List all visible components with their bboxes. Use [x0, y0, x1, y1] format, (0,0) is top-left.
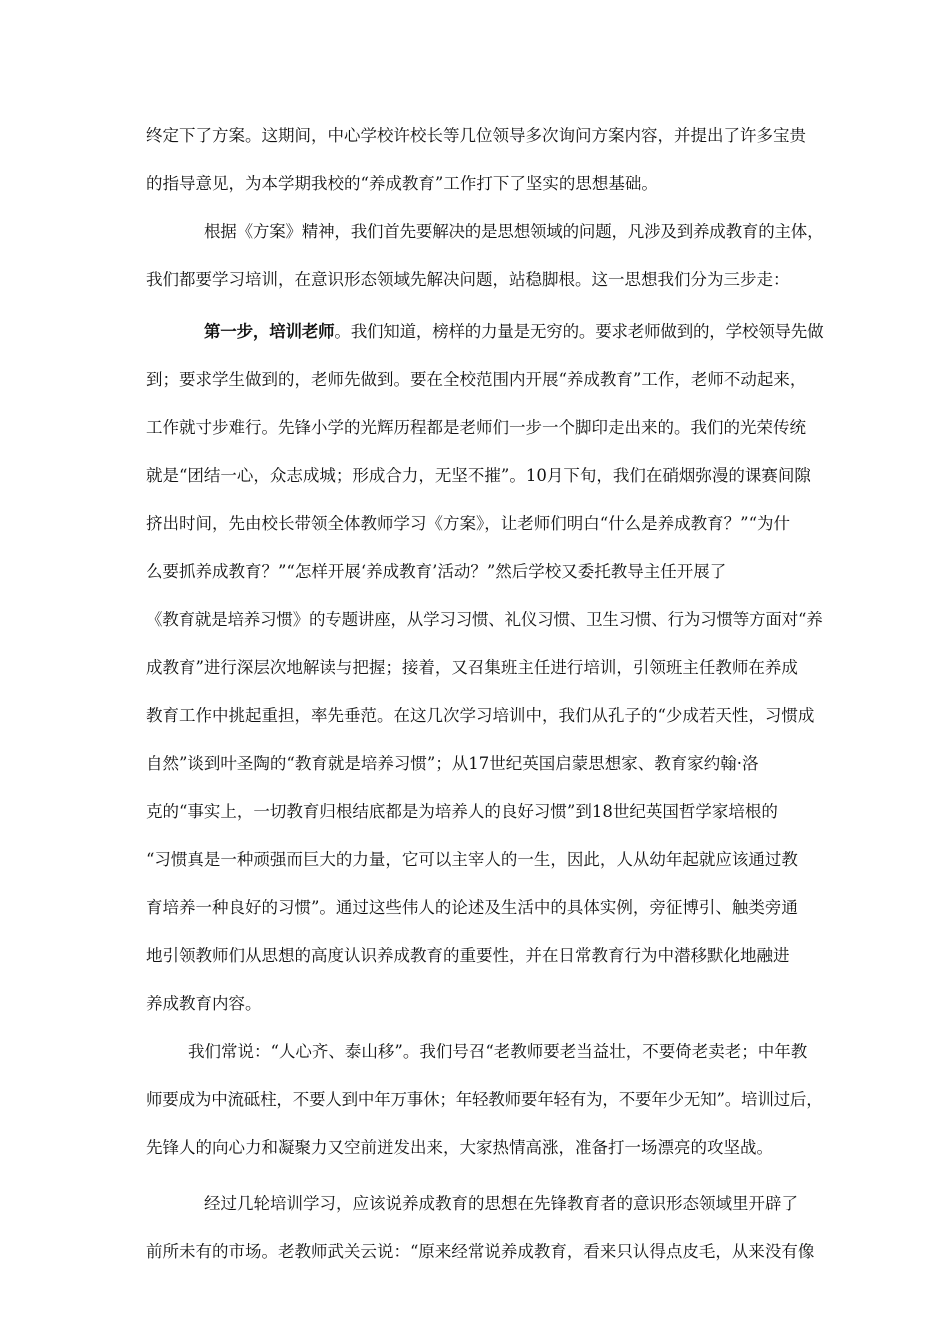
text-line: 工作就寸步难行。先锋小学的光辉历程都是老师们一步一个脚印走出来的。我们的光荣传统 — [146, 418, 806, 437]
text-line: 自然”谈到叶圣陶的“教育就是培养习惯”；从17世纪英国启蒙思想家、教育家约翰·洛 — [146, 754, 759, 773]
text-line: 就是“团结一心，众志成城；形成合力，无坚不摧”。10月下旬，我们在硝烟弥漫的课赛间隙 — [146, 466, 811, 485]
text-line: 的指导意见，为本学期我校的“养成教育”工作打下了坚实的思想基础。 — [146, 174, 658, 193]
text-line: 《教育就是培养习惯》的专题讲座，从学习习惯、礼仪习惯、卫生习惯、行为习惯等方面对“养 — [146, 610, 823, 629]
text-line: 教育工作中挑起重担，率先垂范。在这几次学习培训中，我们从孔子的“少成若天性，习惯成 — [146, 706, 815, 725]
text-line: 育培养一种良好的习惯”。通过这些伟人的论述及生活中的具体实例，旁征博引、触类旁通 — [146, 898, 798, 917]
text-line: 克的“事实上，一切教育归根结底都是为培养人的良好习惯”到18世纪英国哲学家培根的 — [146, 802, 778, 821]
text-line: 养成教育内容。 — [146, 994, 262, 1013]
text-line: 根据《方案》精神，我们首先要解决的是思想领域的问题，凡涉及到养成教育的主体， — [204, 222, 824, 241]
text-line: 成教育”进行深层次地解读与把握；接着，又召集班主任进行培训，引领班主任教师在养成 — [146, 658, 798, 677]
text-line: 前所未有的市场。老教师武关云说：“原来经常说养成教育，看来只认得点皮毛，从来没有像 — [146, 1242, 815, 1261]
text-line: 经过几轮培训学习，应该说养成教育的思想在先锋教育者的意识形态领域里开辟了 — [204, 1194, 798, 1213]
text-line: 么要抓养成教育？”“怎样开展‘养成教育’活动？”然后学校又委托教导主任开展了 — [146, 562, 727, 581]
text-line: 师要成为中流砥柱，不要人到中年万事休；年轻教师要年轻有为，不要年少无知”。培训过后， — [146, 1090, 823, 1109]
text-line: 地引领教师们从思想的高度认识养成教育的重要性，并在日常教育行为中潜移默化地融进 — [146, 946, 790, 965]
text-line: 我们常说：“人心齐、泰山移”。我们号召“老教师要老当益壮，不要倚老卖老；中年教 — [188, 1042, 808, 1061]
text-line: 挤出时间，先由校长带领全体教师学习《方案》，让老师们明白“什么是养成教育？”“为什 — [146, 514, 791, 533]
text-line: 先锋人的向心力和凝聚力又空前迸发出来，大家热情高涨，准备打一场漂亮的攻坚战。 — [146, 1138, 773, 1157]
text-line: “习惯真是一种顽强而巨大的力量，它可以主宰人的一生，因此，人从幼年起就应该通过教 — [146, 850, 798, 869]
text-line — [204, 314, 826, 350]
text-line: 我们都要学习培训，在意识形态领域先解决问题，站稳脚根。这一思想我们分为三步走： — [146, 270, 790, 289]
step-heading: 第一步，培训老师 — [204, 322, 335, 341]
text-line: 到；要求学生做到的，老师先做到。要在全校范围内开展“养成教育”工作，老师不动起来， — [146, 370, 807, 389]
text-span: 。我们知道，榜样的力量是无穷的。要求老师做到的，学校领导先做 — [334, 322, 824, 341]
text-line: 终定下了方案。这期间，中心学校许校长等几位领导多次询问方案内容，并提出了许多宝贵 — [146, 126, 806, 145]
